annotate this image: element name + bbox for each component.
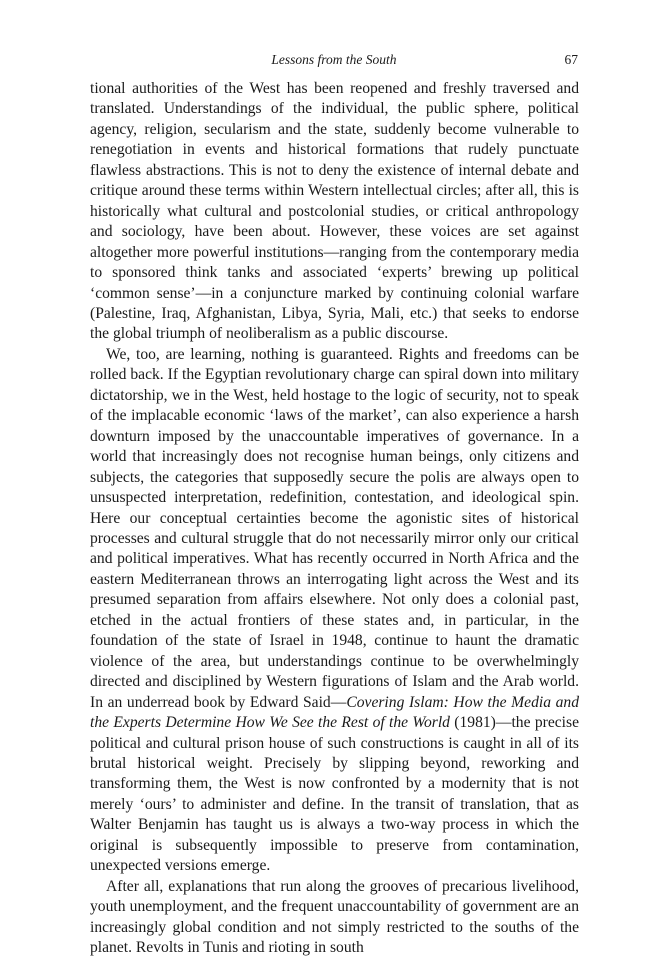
paragraph-1: tional authorities of the West has been reopened and freshly traversed and translated. Understandings of the individual, the public sphere, political agency, religion, secularism and the state, suddenly become vulnerable to renegotiation in events and historical formations that rudely punctuate flawless abstractions. This is not to deny the existence of internal debate and critique around these terms within Western intellectual circles; after all, this is historically what cultural and postcolonial studies, or critical anthropology and sociology, have been about. However, these voices are set against altogether more powerful institutions—ranging from the contemporary media to sponsored think tanks and associated ‘experts’ brewing up political ‘common sense’—in a conjuncture marked by continuing colonial warfare (Palestine, Iraq, Afghanistan, Libya, Syria, Mali, etc.) that seeks to endorse the global triumph of neoliberalism as a public discourse. xyxy=(90,80,579,343)
book-title: Covering Islam: How the Media and the Experts Determine How We See the Rest of the World xyxy=(90,693,580,732)
paragraph-2 xyxy=(90,345,579,877)
page-number: 67 xyxy=(564,52,578,67)
paragraph-2-text-after: (1981)—the precise political and cultural prison house of such constructions is caught in all of its brutal historical weight. Precisely by slipping beyond, reworking and transforming them, the West is now confronted by a modernity that is not merely ‘ours’ to administer and define. In the transit of translation, that as Walter Benjamin has taught us is always a two-way process in which the original is subsequently impossible to preserve from contamination, unexpected versions emerge. xyxy=(90,714,579,875)
running-head xyxy=(90,50,578,70)
body-text xyxy=(90,79,579,958)
running-title: Lessons from the South xyxy=(271,52,397,67)
paragraph-2-text-before: We, too, are learning, nothing is guaranteed. Rights and freedoms can be rolled back. If the Egyptian revolutionary charge can spiral down into military dictatorship, we in the West, held hostage to the logic of security, not to speak of the implacable economic ‘laws of the market’, can also experience a harsh downturn imposed by the unaccountable imperatives of governance. In a world that increasingly does not recognise human beings, only citizens and subjects, the categories that supposedly secure the polis are always open to unsuspected interpretation, redefinition, contestation, and ideological spin. Here our conceptual certainties become the agonistic sites of historical processes and cultural struggle that do not necessarily mirror only our critical and political imperatives. What has recently occurred in North Africa and the eastern Mediterranean throws an interrogating light across the West and its presumed separation from affairs elsewhere. Not only does a colonial past, etched in the actual frontiers of these states and, in particular, in the foundation of the state of Israel in 1948, continue to haunt the dramatic violence of the area, but understandings continue to be overwhelmingly directed and disciplined by Western figurations of Islam and the Arab world. In an underread book by Edward Said— xyxy=(90,345,579,711)
paragraph-3: After all, explanations that run along the grooves of precarious livelihood, youth unemployment, and the frequent unaccountability of government are an increasingly global condition and not simply restricted to the souths of the planet. Revolts in Tunis and rioting in south xyxy=(90,877,579,957)
